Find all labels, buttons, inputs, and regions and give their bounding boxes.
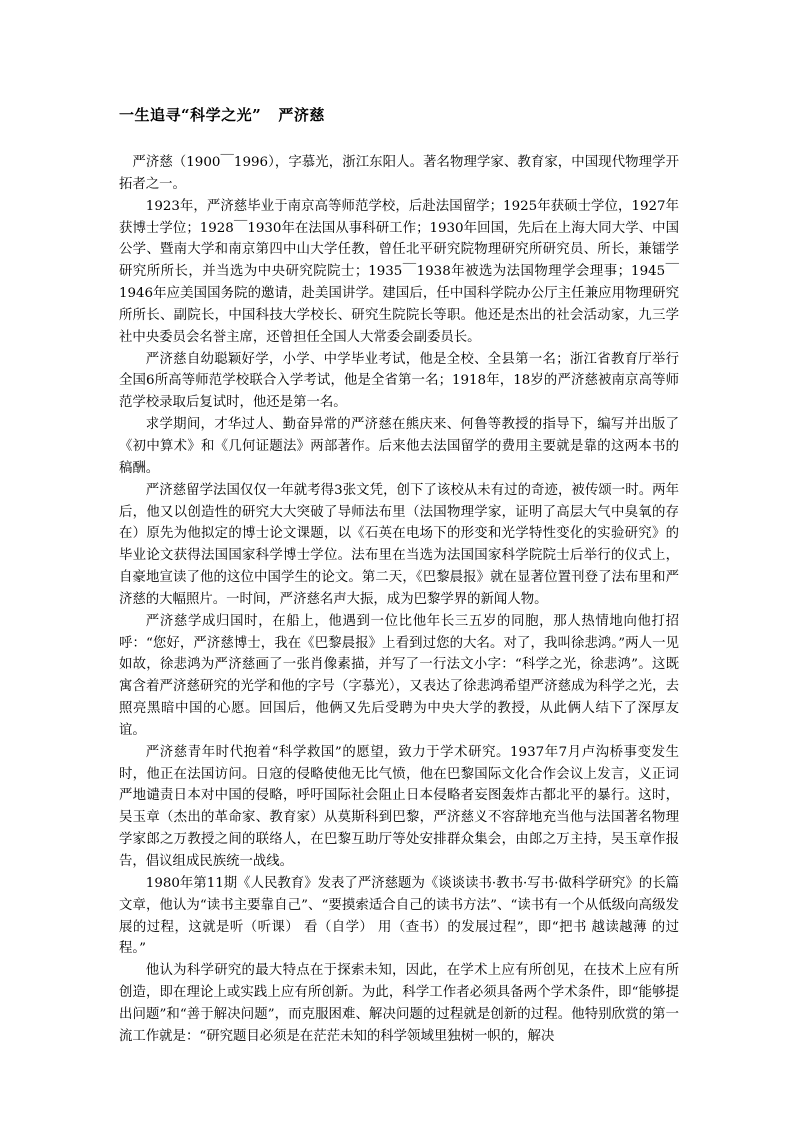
document-body [119, 152, 679, 1048]
paragraph-patriotism: 严济慈青年时代抱着“科学救国”的愿望，致力于学术研究。1937年7月卢沟桥事变发生时，他正在法国访问。日寇的侵略使他无比气愤，他在巴黎国际文化合作会议上发言，义正词严地谴责日本对中国的侵略，呼吁国际社会阻止日本侵略者妄图轰炸古都北平的暴行。这时，吴玉章（杰出的革命家、教育家）从莫斯科到巴黎，严济慈义不容辞地充当他与法国著名物理学家郎之万教授之间的联络人，在巴黎互助厅等处安排群众集会，由郎之万主持，吴玉章作报告，倡议组成民族统一战线。 [119, 744, 679, 869]
paragraph-france: 严济慈留学法国仅仅一年就考得3张文凭，创下了该校从未有过的奇迹，被传颂一时。两年后，他又以创造性的研究大大突破了导师法布里（法国物理学家，证明了高层大气中臭氧的存在）原先为他拟定的博士论文课题，以《石英在电场下的形变和光学特性变化的实验研究》的毕业论文获得法国国家科学博士学位。法布里在当选为法国国家科学院院士后举行的仪式上，自豪地宣读了他的这位中国学生的论文。第二天，《巴黎晨报》就在显著位置刊登了法布里和严济慈的大幅照片。一时间，严济慈名声大振，成为巴黎学界的新闻人物。 [119, 482, 679, 607]
paragraph-reading: 1980年第11期《人民教育》发表了严济慈题为《谈谈读书·教书·写书·做科学研究》的长篇文章，他认为“读书主要靠自己”、“要摸索适合自己的读书方法”、“读书有一个从低级向高级发展的过程，这就是听（听课） 看（自学） 用（查书）的发展过程”，即“把书 越读越薄 的过程。” [119, 875, 679, 957]
paragraph-xu-beihong: 严济慈学成归国时，在船上，他遇到一位比他年长三五岁的同胞，那人热情地向他打招呼：“您好，严济慈博士，我在《巴黎晨报》上看到过您的大名。对了，我叫徐悲鸿。”两人一见如故，徐悲鸿为严济慈画了一张肖像素描，并写了一行法文小字：“科学之光，徐悲鸿”。这既寓含着严济慈研究的光学和他的字号（字慕光），又表达了徐悲鸿希望严济慈成为科学之光，去照亮黑暗中国的心愿。回国后，他俩又先后受聘为中央大学的教授，从此俩人结下了深厚友谊。 [119, 613, 679, 738]
paragraph-research: 他认为科学研究的最大特点在于探索未知，因此，在学术上应有所创见，在技术上应有所创造，即在理论上或实践上应有所创新。为此，科学工作者必须具备两个学术条件，即“能够提出问题”和“善于解决问题”，而克服困难、解决问题的过程就是创新的过程。他特别欣赏的第一流工作就是：“研究题目必须是在茫茫未知的科学领域里独树一帜的，解决 [119, 963, 679, 1044]
document-title: 一生追寻“科学之光” 严济慈 [119, 106, 325, 124]
paragraph-study: 求学期间，才华过人、勤奋异常的严济慈在熊庆来、何鲁等教授的指导下，编写并出版了《初中算术》和《几何证题法》两部著作。后来他去法国留学的费用主要就是靠的这两本书的稿酬。 [119, 417, 679, 476]
paragraph-career: 1923年，严济慈毕业于南京高等师范学校，后赴法国留学；1925年获硕士学位，1927年获博士学位；1928￣1930年在法国从事科研工作；1930年回国，先后在上海大同大学、中国公学、暨南大学和南京第四中山大学任教，曾任北平研究院物理研究所研究员、所长，兼镭学研究所所长，并当选为中央研究院院士；1935￣1938年被选为法国物理学会理事；1945￣1946年应美国国务院的邀请，赴美国讲学。建国后，任中国科学院办公厅主任兼应用物理研究所所长、副院长，中国科技大学校长、研究生院院长等职。他还是杰出的社会活动家，九三学社中央委员会名誉主席，还曾担任全国人大常委会副委员长。 [119, 198, 679, 345]
paragraph-intro: 严济慈（1900￣1996），字慕光，浙江东阳人。著名物理学家、教育家，中国现代物理学开拓者之一。 [119, 155, 679, 192]
paragraph-childhood: 严济慈自幼聪颖好学，小学、中学毕业考试，他是全校、全县第一名；浙江省教育厅举行全国6所高等师范学校联合入学考试，他是全省第一名；1918年，18岁的严济慈被南京高等师范学校录取后复试时，他还是第一名。 [119, 351, 679, 411]
